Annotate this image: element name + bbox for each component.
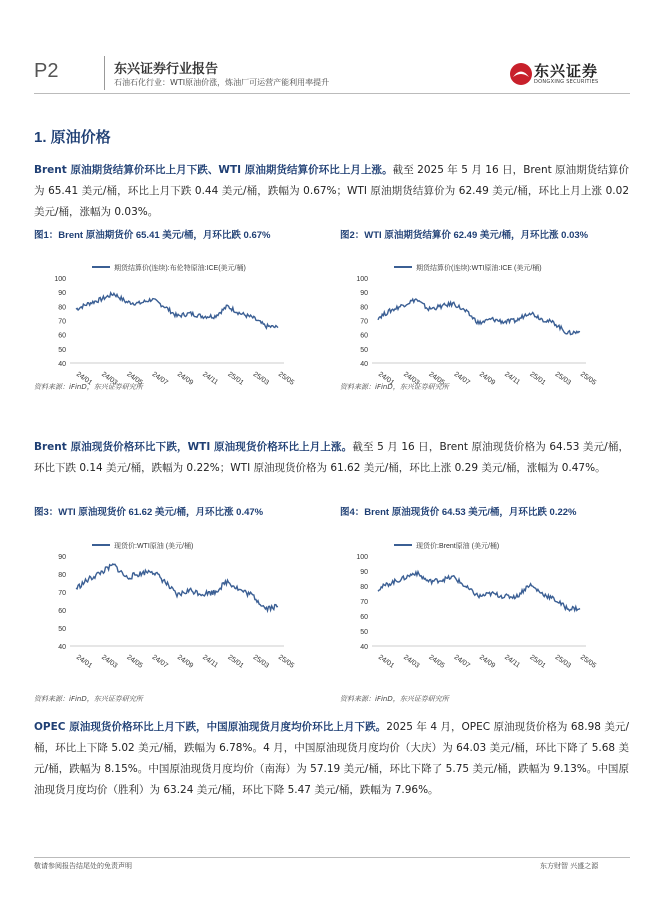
x-tick-label: 25/01 <box>528 370 547 387</box>
y-tick-label: 80 <box>360 584 368 591</box>
x-tick-label: 25/01 <box>226 370 245 387</box>
x-tick-label: 24/11 <box>201 370 220 387</box>
y-tick-label: 90 <box>58 554 66 561</box>
x-tick-label: 25/05 <box>276 653 296 670</box>
x-tick-label: 24/07 <box>150 370 169 387</box>
y-tick-label: 80 <box>360 304 368 312</box>
logo-subtext: DONGXING SECURITIES <box>534 79 599 85</box>
section-title: 1. 原油价格 <box>34 129 111 146</box>
x-tick-label: 25/05 <box>276 370 296 387</box>
x-tick-label: 24/09 <box>477 653 497 670</box>
y-tick-label: 90 <box>360 290 368 298</box>
series-line <box>378 299 580 335</box>
series-line <box>76 293 278 328</box>
y-tick-label: 80 <box>58 572 66 579</box>
x-tick-label: 24/07 <box>452 370 471 387</box>
figure-3-source: 资料来源：iFinD，东兴证券研究所 <box>34 695 143 703</box>
x-tick-label: 24/09 <box>477 370 497 387</box>
x-tick-label: 25/03 <box>251 653 270 670</box>
figure-1-source: 资料来源：iFinD，东兴证券研究所 <box>34 383 143 391</box>
x-tick-label: 24/01 <box>74 653 94 670</box>
header-divider <box>104 56 105 90</box>
y-tick-label: 60 <box>360 614 368 621</box>
y-tick-label: 100 <box>54 276 66 283</box>
x-tick-label: 24/05 <box>125 653 144 670</box>
x-tick-label: 24/03 <box>100 653 119 670</box>
y-tick-label: 90 <box>360 569 368 576</box>
y-tick-label: 70 <box>58 590 66 597</box>
footer-slogan: 东方财智 兴盛之源 <box>540 862 599 870</box>
x-tick-label: 24/01 <box>376 370 396 387</box>
x-tick-label: 24/01 <box>376 653 396 670</box>
x-tick-label: 25/03 <box>553 653 572 670</box>
report-title: 东兴证券行业报告 <box>114 62 219 77</box>
figure-4-source: 资料来源：iFinD，东兴证券研究所 <box>340 695 449 703</box>
y-tick-label: 100 <box>356 554 368 561</box>
x-tick-label: 24/01 <box>74 370 94 387</box>
y-tick-label: 40 <box>360 361 368 368</box>
legend-label: 期货结算价(连续):布伦特原油:ICE(美元/桶) <box>114 265 246 272</box>
y-tick-label: 70 <box>58 318 66 326</box>
x-tick-label: 24/05 <box>427 370 446 387</box>
legend-label: 期货结算价(连续):WTI原油:ICE (美元/桶) <box>416 265 542 272</box>
y-tick-label: 100 <box>356 276 368 283</box>
report-subtitle: 石油石化行业：WTI原油价涨，炼油厂可运营产能利用率提升 <box>114 78 330 87</box>
y-tick-label: 40 <box>58 644 66 651</box>
y-tick-label: 60 <box>58 332 66 340</box>
y-tick-label: 50 <box>360 346 368 354</box>
x-tick-label: 24/07 <box>150 653 169 670</box>
y-tick-label: 50 <box>58 346 66 354</box>
figure-1-caption: 图1：Brent 原油期货价 65.41 美元/桶，月环比跌 0.67% <box>34 230 271 241</box>
logo-text: 东兴证券 <box>534 62 599 80</box>
chart-wti-futures <box>336 250 606 395</box>
figure-3-caption: 图3：WTI 原油现货价 61.62 美元/桶，月环比涨 0.47% <box>34 507 264 518</box>
y-tick-label: 60 <box>360 332 368 340</box>
paragraph-2: Brent 原油现货价格环比下跌，WTI 原油现货价格环比上月上涨。截至 5 月 16 日，Brent 原油现货价格为 64.53 美元/桶，环比下跌 0.14 美元/桶，跌幅为 0.22%；WTI 原油现货价格为 61.62 美元/桶，环比上涨 0.29 美元/桶，涨幅为 0.47%。 <box>34 441 629 474</box>
page-number: P2 <box>34 60 59 82</box>
series-line <box>378 572 580 611</box>
x-tick-label: 24/11 <box>503 653 522 670</box>
figure-2-source: 资料来源：iFinD，东兴证券研究所 <box>340 383 449 391</box>
y-tick-label: 50 <box>360 629 368 636</box>
chart-brent-spot <box>336 528 606 678</box>
y-tick-label: 90 <box>58 290 66 298</box>
chart-wti-spot <box>34 528 304 678</box>
x-tick-label: 25/01 <box>226 653 245 670</box>
x-tick-label: 25/05 <box>578 370 598 387</box>
x-tick-label: 24/07 <box>452 653 471 670</box>
figure-4-caption: 图4：Brent 原油现货价 64.53 美元/桶，月环比跌 0.22% <box>340 507 577 518</box>
x-tick-label: 25/03 <box>553 370 572 387</box>
x-tick-label: 24/05 <box>427 653 446 670</box>
series-line <box>76 564 278 611</box>
x-tick-label: 24/11 <box>201 653 220 670</box>
figure-2-caption: 图2：WTI 原油期货结算价 62.49 美元/桶，月环比涨 0.03% <box>340 230 589 241</box>
x-tick-label: 24/09 <box>175 653 195 670</box>
x-tick-label: 25/05 <box>578 653 598 670</box>
x-tick-label: 24/03 <box>100 370 119 387</box>
y-tick-label: 50 <box>58 626 66 633</box>
x-tick-label: 25/03 <box>251 370 270 387</box>
x-tick-label: 24/05 <box>125 370 144 387</box>
paragraph-3: OPEC 原油现货价格环比上月下跌，中国原油现货月度均价环比上月下跌。2025 年 4 月，OPEC 原油现货价格为 68.98 美元/桶，环比上下降 5.02 美元/桶，跌幅为 6.78%。4 月，中国原油现货月度均价（大庆）为 64.03 美元/桶，环比下降了 5.68 美元/桶，跌幅为 8.15%。中国原油现货月度均价（南海）为 57.19 美元/桶，环比下降了 5.75 美元/桶，跌幅为 9.13%。中国原油现货月度均价（胜利）为 63.24 美元/桶，环比下降 5.47 美元/桶，跌幅为 7.96%。 <box>34 721 629 796</box>
x-tick-label: 24/03 <box>402 653 421 670</box>
y-tick-label: 80 <box>58 304 66 312</box>
x-tick-label: 24/09 <box>175 370 195 387</box>
x-tick-label: 25/01 <box>528 653 547 670</box>
footer-rule <box>34 857 630 858</box>
x-tick-label: 24/11 <box>503 370 522 387</box>
legend-label: 现货价:WTI原油 (美元/桶) <box>114 543 194 550</box>
chart-brent-futures <box>34 250 304 395</box>
paragraph-1: Brent 原油期货结算价环比上月下跌、WTI 原油期货结算价环比上月上涨。截至 2025 年 5 月 16 日，Brent 原油期货结算价为 65.41 美元/桶，环比上月下跌 0.44 美元/桶，跌幅为 0.67%；WTI 原油期货结算价为 62.49 美元/桶，环比上月上涨 0.02 美元/桶，涨幅为 0.03%。 <box>34 164 629 218</box>
legend-label: 现货价:Brent原油 (美元/桶) <box>416 543 500 550</box>
y-tick-label: 40 <box>58 361 66 368</box>
x-tick-label: 24/03 <box>402 370 421 387</box>
footer-disclaimer: 敬请参阅报告结尾处的免责声明 <box>34 862 132 870</box>
header-rule <box>34 93 630 94</box>
y-tick-label: 70 <box>360 599 368 606</box>
y-tick-label: 40 <box>360 644 368 651</box>
y-tick-label: 60 <box>58 608 66 615</box>
y-tick-label: 70 <box>360 318 368 326</box>
